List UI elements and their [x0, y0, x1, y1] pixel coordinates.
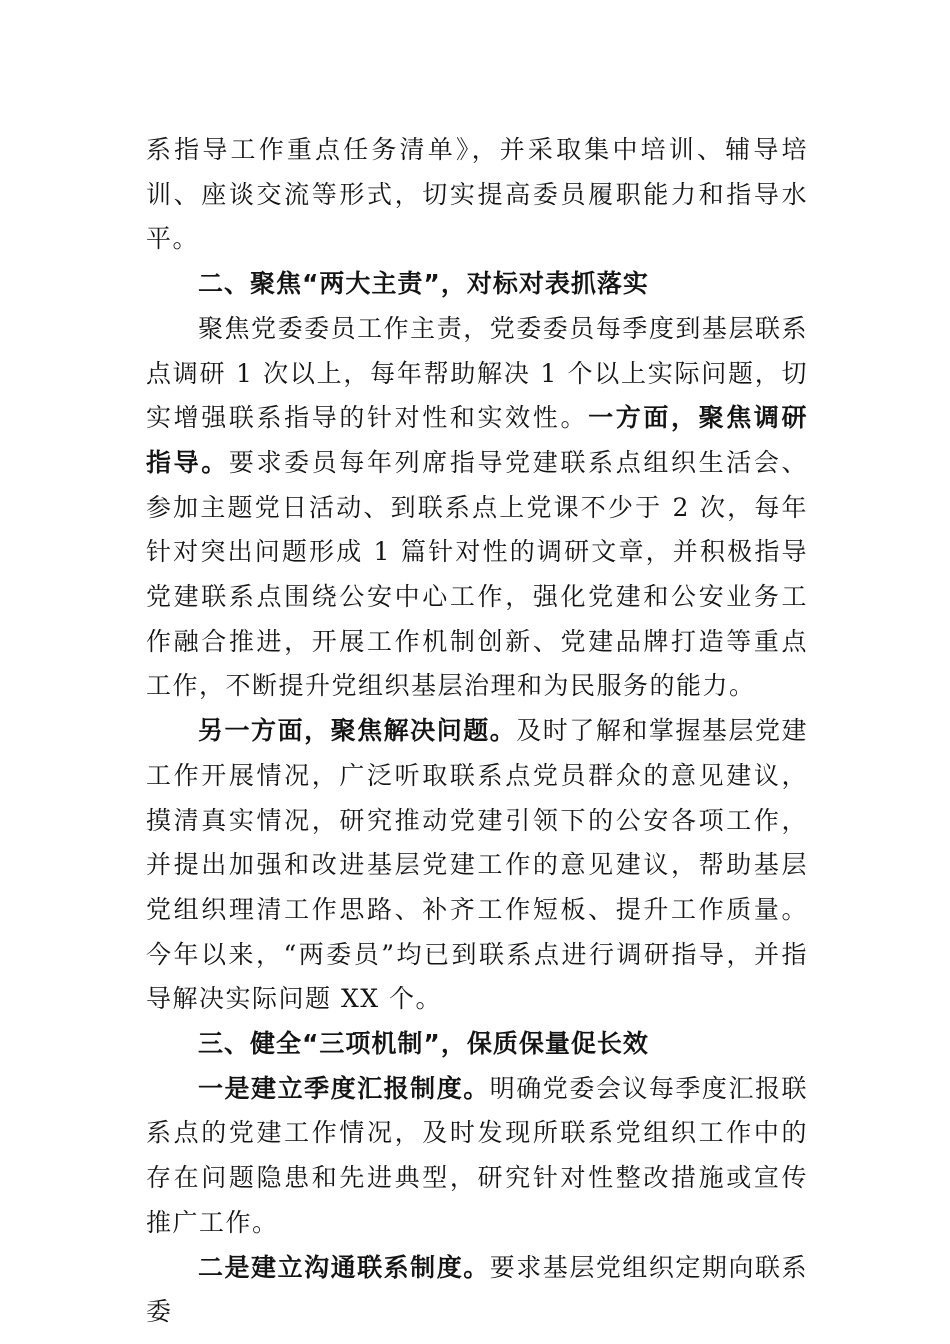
- paragraph-focus-duties: [146, 307, 808, 709]
- paragraph-text-continued: 要求委员每年列席指导党建联系点组织生活会、参加主题党日活动、到联系点上党课不少于 2 次，每年针对突出问题形成 1 篇针对性的调研文章，并积极指导党建联系点围绕公安中心工作，强化党建和公安业务工作融合推进，开展工作机制创新、党建品牌打造等重点工作，不断提升党组织基层治理和为民服务的能力。: [146, 447, 808, 701]
- paragraph-solve-problems: [146, 709, 808, 1022]
- bold-lead-solve: 另一方面，聚焦解决问题。: [198, 716, 517, 746]
- paragraph-continued: 系指导工作重点任务清单》，并采取集中培训、辅导培训、座谈交流等形式，切实提高委员履职能力和指导水平。: [146, 135, 808, 254]
- bold-lead-quarterly: 一是建立季度汇报制度。: [198, 1073, 490, 1103]
- section-heading-two: 二、聚焦“两大主责”，对标对表抓落实: [198, 269, 649, 299]
- bold-lead-communication: 二是建立沟通联系制度。: [198, 1252, 490, 1282]
- paragraph-communication: [146, 1246, 808, 1335]
- paragraph-text: 要求基层党组织定期向联系委: [146, 1252, 808, 1327]
- paragraph-text: 明确党委会议每季度汇报联系点的党建工作情况，及时发现所联系党组织工作中的存在问题隐患和先进典型，研究针对性整改措施或宣传推广工作。: [146, 1073, 808, 1237]
- paragraph-text: 聚焦党委委员工作主责，党委委员每季度到基层联系点调研 1 次以上，每年帮助解决 1 个以上实际问题，切实增强联系指导的针对性和实效性。: [146, 313, 808, 433]
- paragraph-text: 及时了解和掌握基层党建工作开展情况，广泛听取联系点党员群众的意见建议，摸清真实情况，研究推动党建引领下的公安各项工作，并提出加强和改进基层党建工作的意见建议，帮助基层党组织理清工作思路、补齐工作短板、提升工作质量。今年以来，“两委员”均已到联系点进行调研指导，并指导解决实际问题 XX 个。: [146, 716, 808, 1014]
- section-heading-three: 三、健全“三项机制”，保质保量促长效: [198, 1029, 649, 1059]
- bold-lead-research: 一方面，聚焦调研指导。: [146, 403, 808, 477]
- paragraph-quarterly-report: [146, 1067, 808, 1246]
- document-body: [146, 128, 808, 1335]
